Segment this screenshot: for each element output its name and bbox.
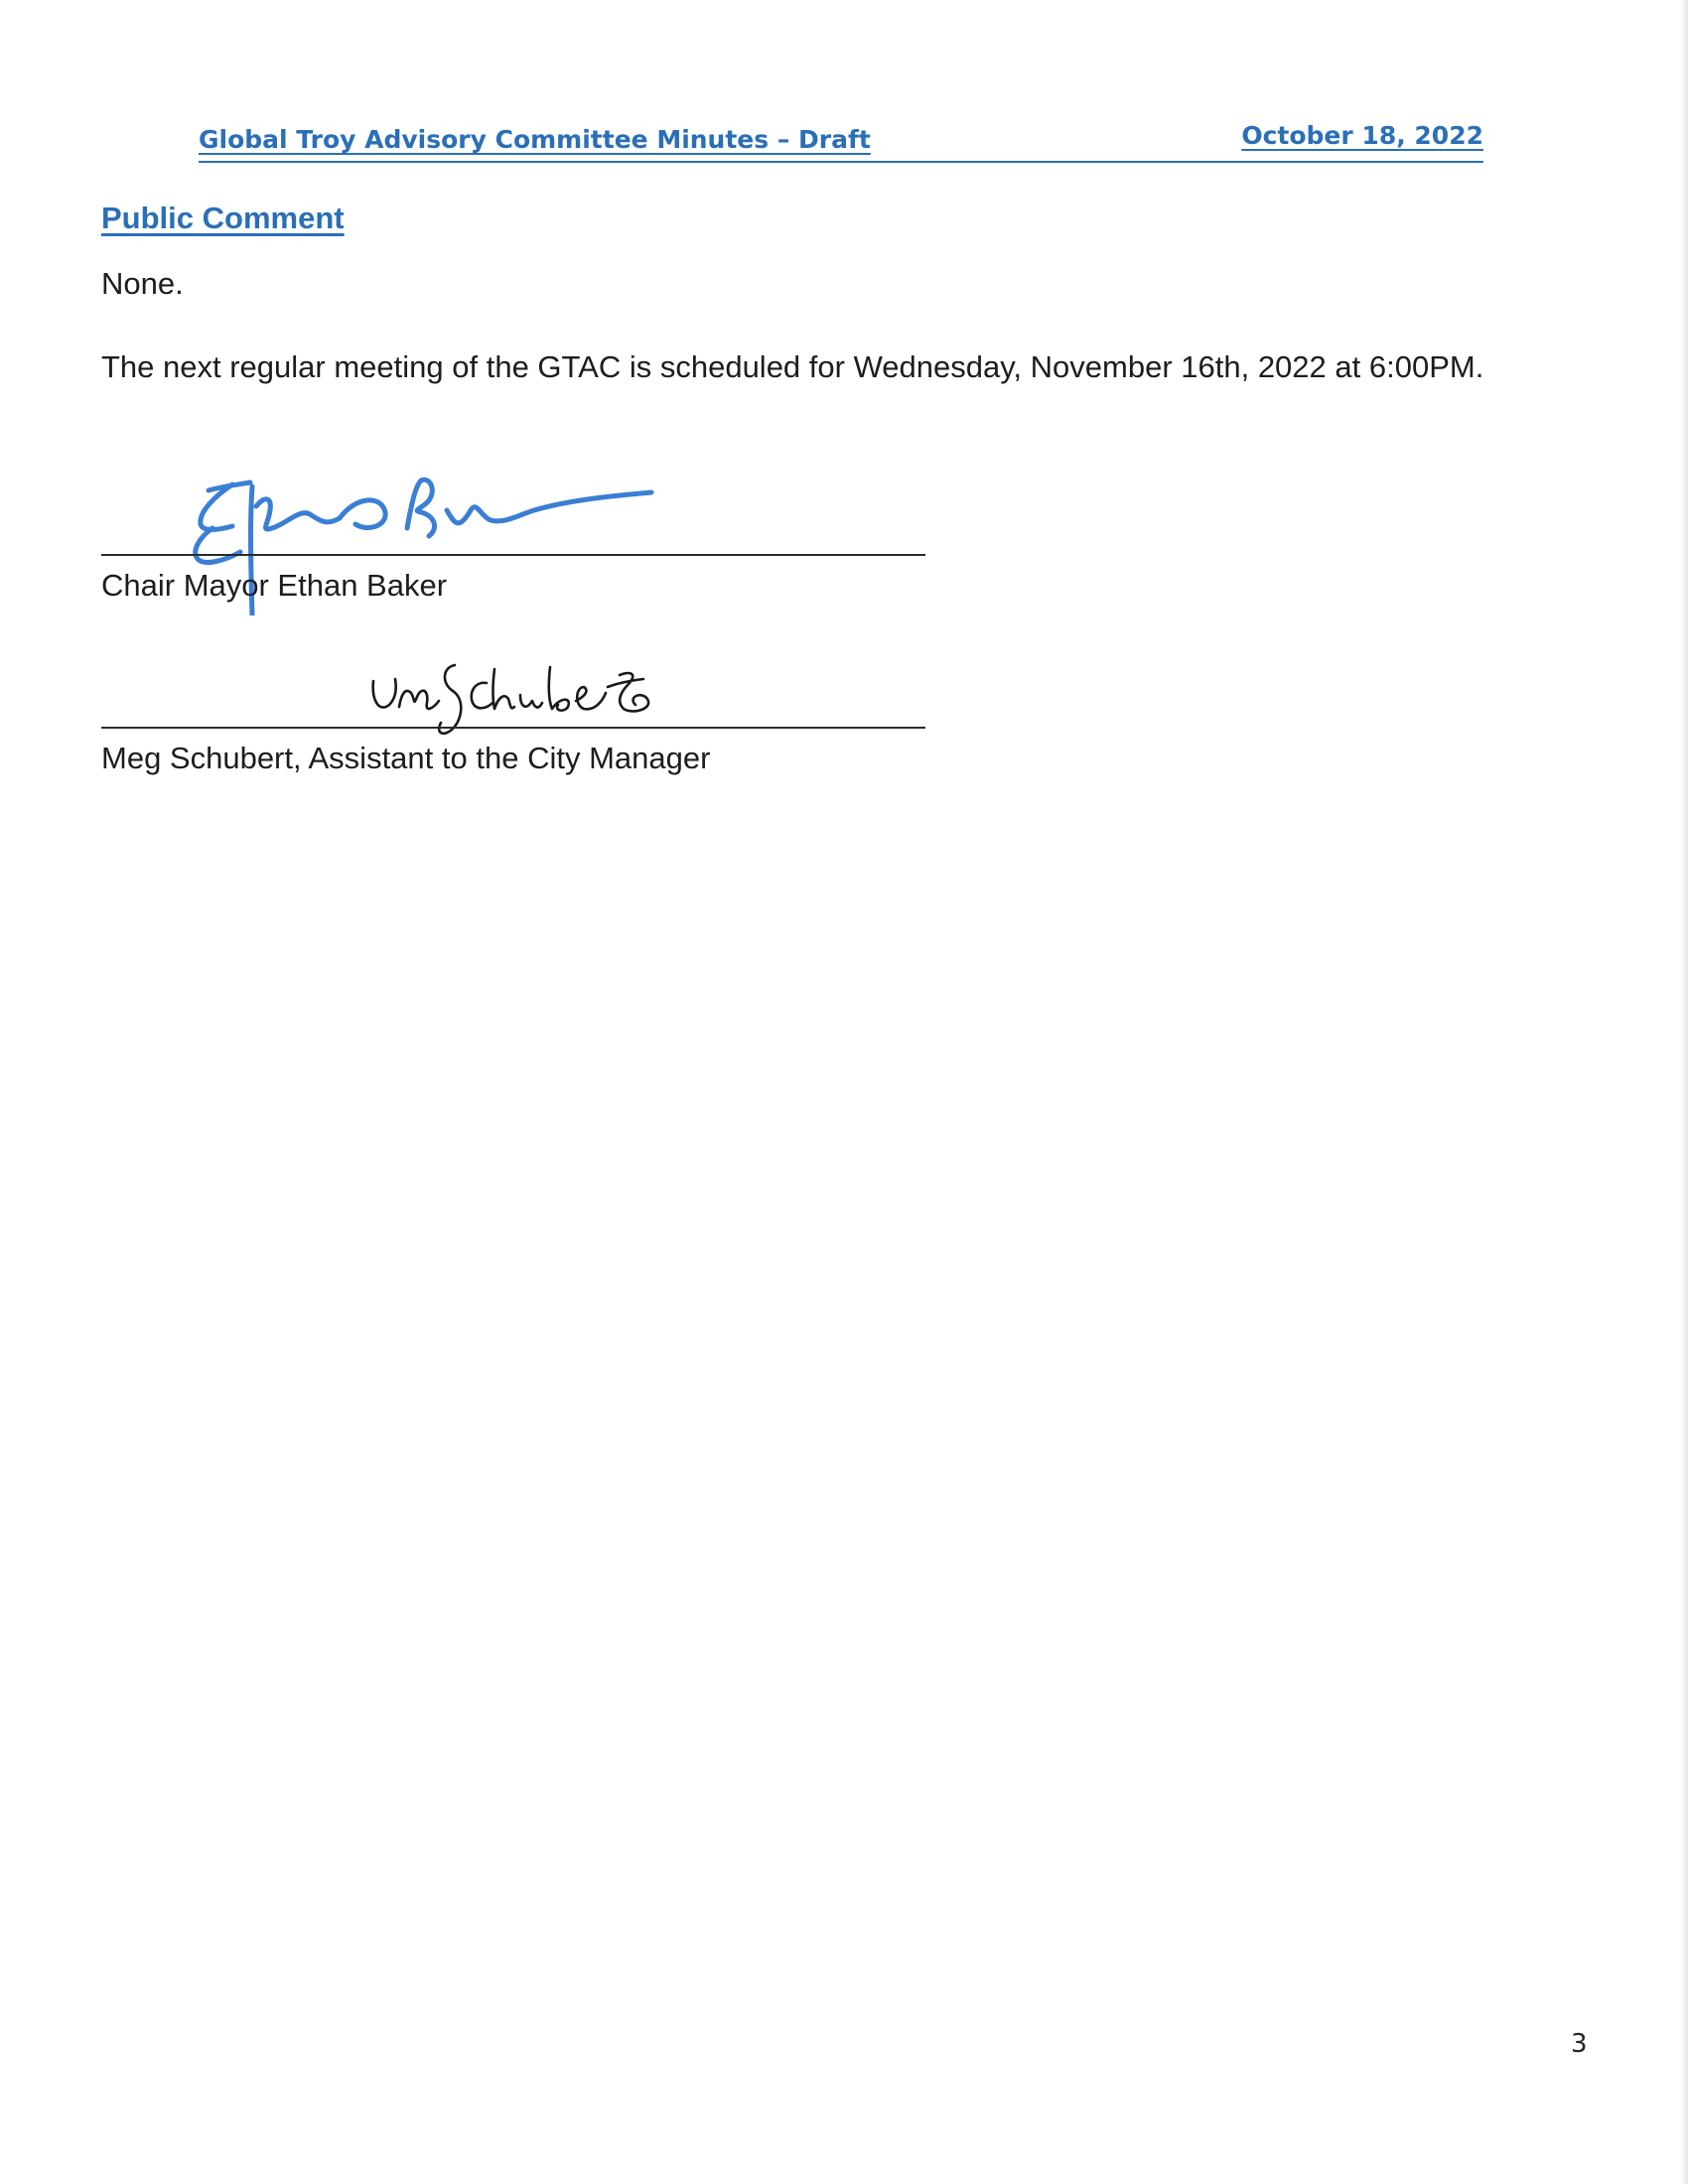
signature-name-assistant: Meg Schubert, Assistant to the City Manager (101, 741, 711, 775)
signature-assistant-ink (359, 657, 717, 747)
signature-line-assistant (101, 727, 925, 729)
page-number: 3 (1571, 2029, 1588, 2059)
document-header (199, 121, 1483, 163)
signature-block-assistant (101, 657, 925, 786)
header-date: October 18, 2022 (1241, 121, 1483, 150)
public-comment-body: None. (101, 266, 184, 301)
header-title: Global Troy Advisory Committee Minutes – Draft (199, 125, 871, 154)
next-meeting-text: The next regular meeting of the GTAC is scheduled for Wednesday, November 16th, 2022 at 6:00PM. (101, 349, 1484, 384)
public-comment-heading: Public Comment (101, 201, 345, 235)
signature-line-chair (101, 554, 925, 556)
page-edge-shadow (1680, 0, 1688, 2184)
signature-block-chair (101, 467, 925, 615)
signature-name-chair: Chair Mayor Ethan Baker (101, 568, 448, 603)
